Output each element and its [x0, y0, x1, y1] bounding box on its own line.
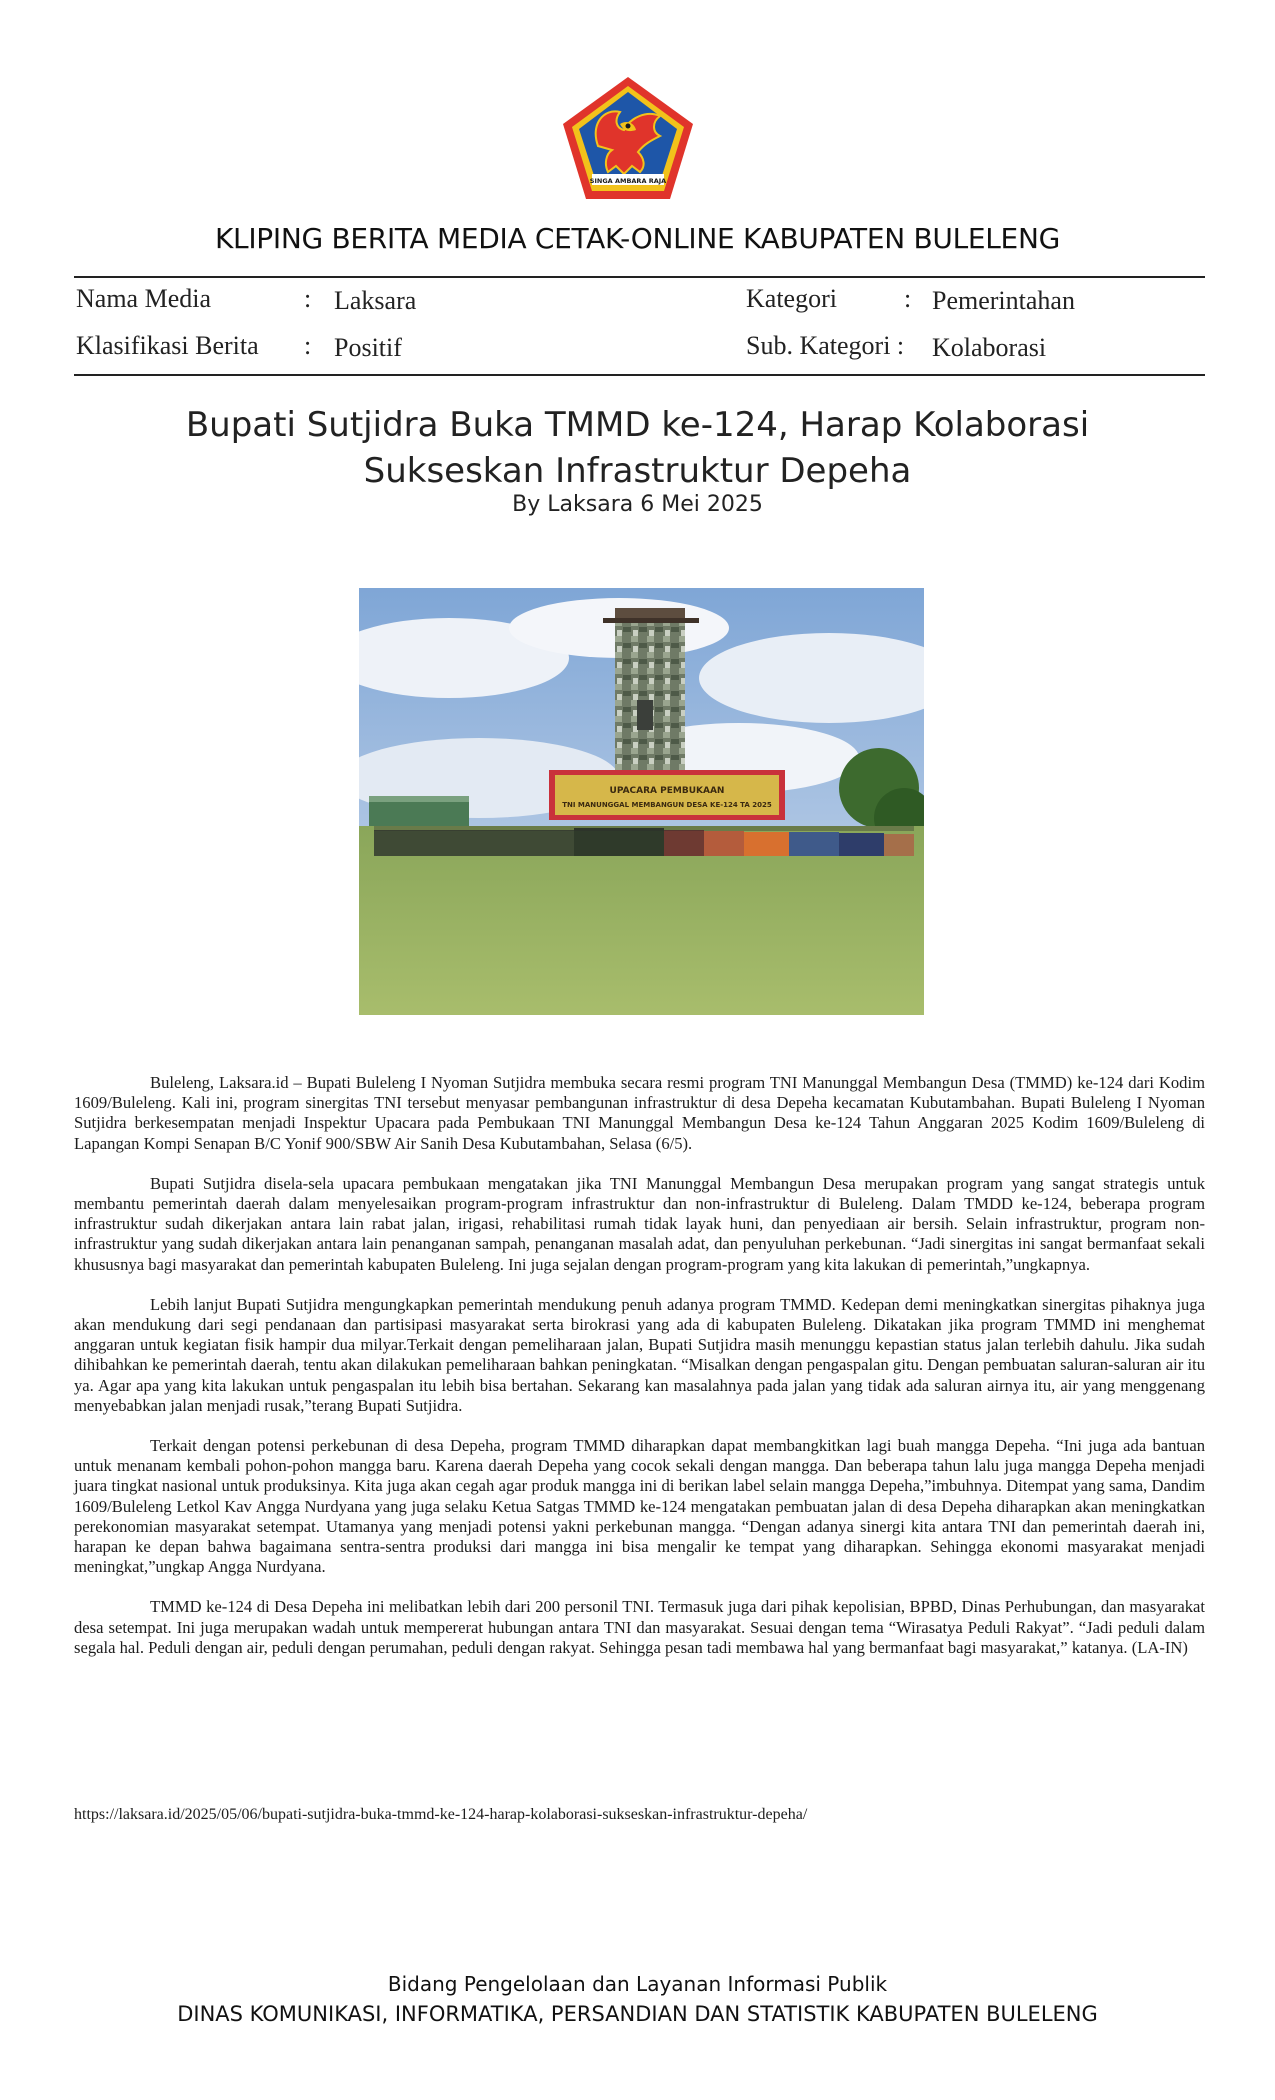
top-divider: [74, 276, 1205, 278]
klasifikasi-colon: :: [304, 331, 312, 360]
subkategori-label: Sub. Kategori :: [746, 331, 905, 360]
photo-banner-line2: TNI MANUNGGAL MEMBANGUN DESA KE-124 TA 2025: [562, 801, 772, 809]
subkategori-value: Kolaborasi: [932, 333, 1047, 362]
article-photo: [359, 588, 924, 1015]
klasifikasi-label: Klasifikasi Berita: [76, 331, 259, 360]
source-url: https://laksara.id/2025/05/06/bupati-sutjidra-buka-tmmd-ke-124-harap-kolaborasi-sukseskan-infrastruktur-depeha/: [74, 1806, 808, 1823]
article-paragraph: Buleleng, Laksara.id – Bupati Buleleng I Nyoman Sutjidra membuka secara resmi program TNI Manunggal Membangun Desa (TMMD) ke-124 dari Kodim 1609/Buleleng. Kali ini, program sinergitas TNI tersebut menyasar pembangunan infrastruktur di desa Depeha kecamatan Kubutambahan. Bupati Buleleng I Nyoman Sutjidra berkesempatan menjadi Inspektur Upacara pada Pembukaan TNI Manunggal Membangun Desa ke-124 Tahun Anggaran 2025 Kodim 1609/Buleleng di Lapangan Kompi Senapan B/C Yonif 900/SBW Air Sanih Desa Kubutambahan, Selasa (6/5).: [74, 1073, 1205, 1153]
kategori-colon: :: [904, 284, 912, 313]
article-paragraph: Bupati Sutjidra disela-sela upacara pembukaan mengatakan jika TNI Manunggal Membangun Desa merupakan program yang sangat strategis untuk membantu pemerintah daerah dalam menyelesaikan program-program infrastruktur dan non-infrastruktur di Buleleng. Dalam TMDD ke-124, beberapa program infrastruktur sudah dikerjakan antara lain rabat jalan, irigasi, rehabilitasi rumah tidak layak huni, dan penyediaan air bersih. Selain infrastruktur, program non-infrastruktur yang sudah dikerjakan antara lain penanganan sampah, penanganan masalah adat, dan penyuluhan perkebunan. “Jadi sinergitas ini sangat bermanfaat sekali khususnya bagi masyarakat dan pemerintah kabupaten Buleleng. Ini juga sejalan dengan program-program yang kita lakukan di pemerintah,”ungkapnya.: [74, 1173, 1205, 1274]
footer-department: Bidang Pengelolaan dan Layanan Informasi Publik: [387, 1972, 888, 1996]
kategori-value: Pemerintahan: [932, 286, 1075, 315]
klasifikasi-value: Positif: [334, 333, 402, 362]
article-paragraph: Lebih lanjut Bupati Sutjidra mengungkapkan pemerintah mendukung penuh adanya program TMMD. Kedepan demi meningkatkan sinergitas pihaknya juga akan mendukung dari segi pendanaan dan partisipasi masyarakat serta birokrasi yang ada di kabupaten Buleleng. Dikatakan jika program TMMD ini menghemat anggaran untuk kegiatan fisik hampir dua milyar.Terkait dengan pemeliharaan jalan, Bupati Sutjidra masih menunggu kepastian status jalan terlebih dahulu. Jika sudah dihibahkan ke pemerintah daerah, tentu akan dilakukan pemeliharaan bahkan peningkatan. “Misalkan dengan pengaspalan gitu. Dengan pembuatan saluran-saluran air itu ya. Agar apa yang kita lakukan untuk pengaspalan itu lebih bisa bertahan. Sekarang kan masalahnya pada jalan yang tidak ada saluran airnya itu, air yang menggenang menyebabkan jalan menjadi rusak,”terang Bupati Sutjidra.: [74, 1294, 1205, 1415]
kategori-label: Kategori: [746, 284, 837, 313]
document-title: KLIPING BERITA MEDIA CETAK-ONLINE KABUPATEN BULELENG: [214, 222, 1060, 255]
bottom-divider: [74, 374, 1205, 376]
article-byline: By Laksara 6 Mei 2025: [512, 492, 763, 517]
media-colon: :: [304, 284, 312, 313]
footer-agency: DINAS KOMUNIKASI, INFORMATIKA, PERSANDIAN DAN STATISTIK KABUPATEN BULELENG: [177, 2002, 1098, 2026]
article-headline: Bupati Sutjidra Buka TMMD ke-124, Harap Kolaborasi Sukseskan Infrastruktur Depeha: [185, 405, 1090, 491]
winged-lion-crest-icon: [560, 74, 696, 202]
media-label: Nama Media: [76, 284, 212, 313]
article-body: [74, 1073, 1205, 1678]
photo-banner-line1: UPACARA PEMBUKAAN: [609, 786, 725, 796]
crest-motto: SINGA AMBARA RAJA: [589, 177, 667, 185]
article-paragraph: TMMD ke-124 di Desa Depeha ini melibatkan lebih dari 200 personil TNI. Termasuk juga dari pihak kepolisian, BPBD, Dinas Perhubungan, dan masyarakat desa setempat. Ini juga merupakan wadah untuk mempererat hubungan antara TNI dan masyarakat. Sesuai dengan tema “Wirasatya Peduli Rakyat”. “Jadi peduli dalam segala hal. Peduli dengan air, peduli dengan perumahan, peduli dengan rakyat. Sehingga pesan tadi membawa hal yang bermanfaat bagi masyarakat,” katanya. (LA-IN): [74, 1597, 1205, 1657]
article-paragraph: Terkait dengan potensi perkebunan di desa Depeha, program TMMD diharapkan dapat membangkitkan lagi buah mangga Depeha. “Ini juga ada bantuan untuk menanam kembali pohon-pohon mangga baru. Karena daerah Depeha yang cocok sekali dengan mangga. Dan beberapa tahun lalu juga mangga Depeha menjadi juara tingkat nasional untuk produksinya. Kita juga akan cegah agar produk mangga ini di berikan label selain mangga Depeha,”imbuhnya. Ditempat yang sama, Dandim 1609/Buleleng Letkol Kav Angga Nurdyana yang juga selaku Ketua Satgas TMMD ke-124 mengatakan pembuatan jalan di desa Depeha diharapkan akan meningkatkan perekonomian masyarakat setempat. Utamanya yang menjadi potensi yakni perkebunan mangga. “Dengan adanya sinergi kita antara TNI dan pemerintah daerah ini, harapan ke depan bahwa bagaimana sentra-sentra produksi dari mangga ini bisa mengalir ke tempat yang diharapkan. Sehingga ekonomi masyarakat menjadi meningkat,”ungkap Angga Nurdyana.: [74, 1436, 1205, 1577]
media-value: Laksara: [334, 286, 417, 315]
